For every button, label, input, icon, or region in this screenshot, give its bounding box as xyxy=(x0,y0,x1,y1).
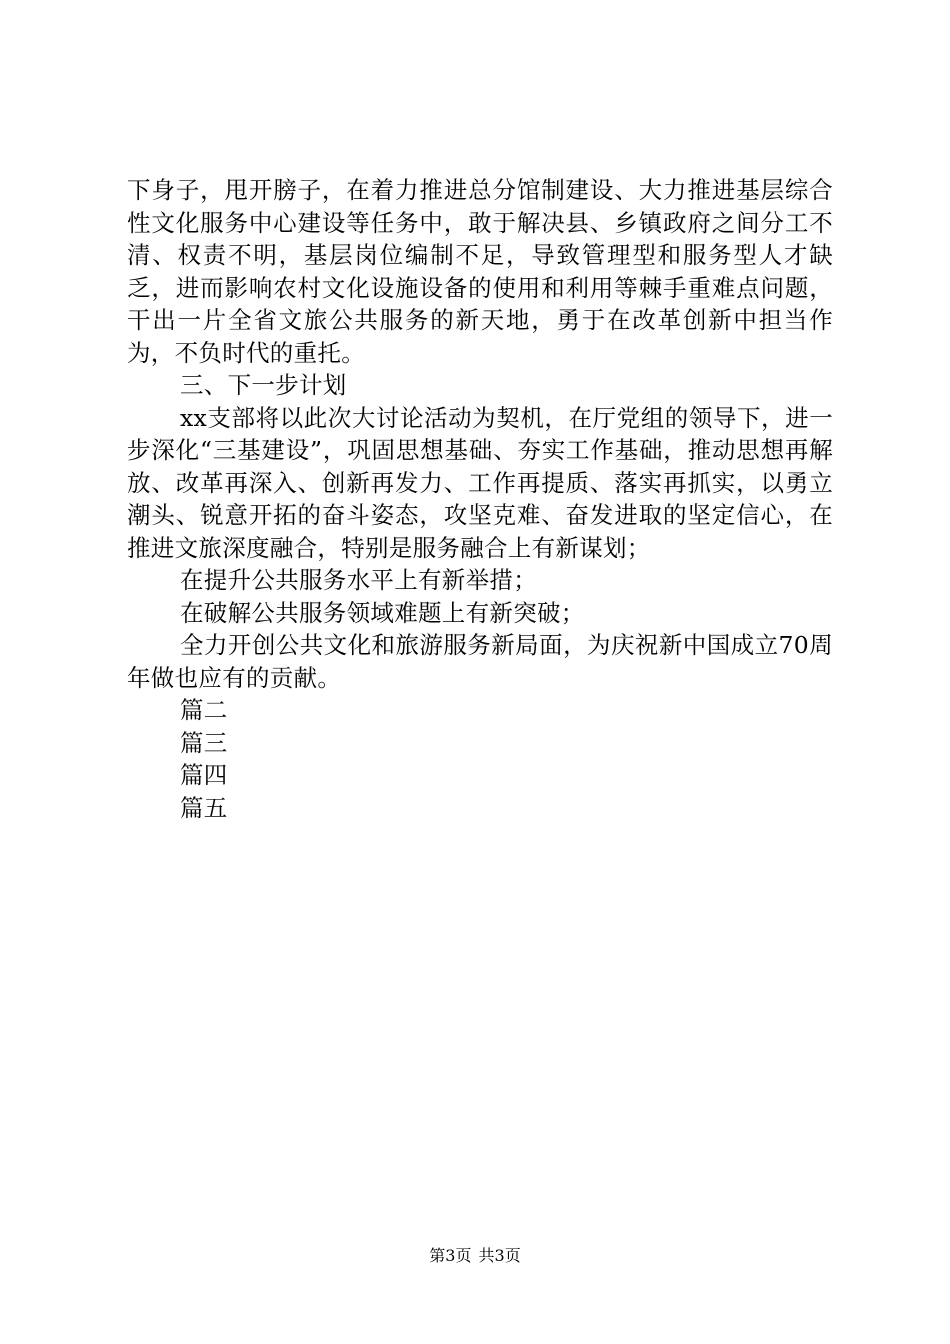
chapter-label: 篇三 xyxy=(180,728,228,757)
paragraph: 全力开创公共文化和旅游服务新局面，为庆祝新中国成立70周年做也应有的贡献。 xyxy=(127,631,833,692)
chapter-label: 篇四 xyxy=(180,761,228,789)
page-number: 第3页 xyxy=(429,1246,472,1265)
page-footer xyxy=(0,1246,950,1266)
paragraph: 下身子，甩开膀子，在着力推进总分馆制建设、大力推进基层综合性文化服务中心建设等任务中，敢于解决县、乡镇政府之间分工不清、权责不明，基层岗位编制不足，导致管理型和服务型人才缺乏，进而影响农村文化设施设备的使用和利用等棘手重难点问题，干出一片全省文旅公共服务的新天地，勇于在改革创新中担当作为，不负时代的重托。 xyxy=(127,176,833,367)
paragraph: 在破解公共服务领域难题上有新突破； xyxy=(180,598,585,627)
section-heading: 三、下一步计划 xyxy=(180,371,347,399)
chapter-label: 篇五 xyxy=(180,793,228,822)
document-body xyxy=(127,174,833,824)
paragraph: xx支部将以此次大讨论活动为契机，在厅党组的领导下，进一步深化“三基建设”，巩固思想基础、夯实工作基础，推动思想再解放、改革再深入、创新再发力、工作再提质、落实再抓实，以勇立潮头、锐意开拓的奋斗姿态，攻坚克难、奋发进取的坚定信心，在推进文旅深度融合，特别是服务融合上有新谋划； xyxy=(127,403,833,562)
chapter-label: 篇二 xyxy=(180,696,228,724)
page-total: 共3页 xyxy=(478,1246,521,1265)
paragraph: 在提升公共服务水平上有新举措； xyxy=(180,566,537,594)
